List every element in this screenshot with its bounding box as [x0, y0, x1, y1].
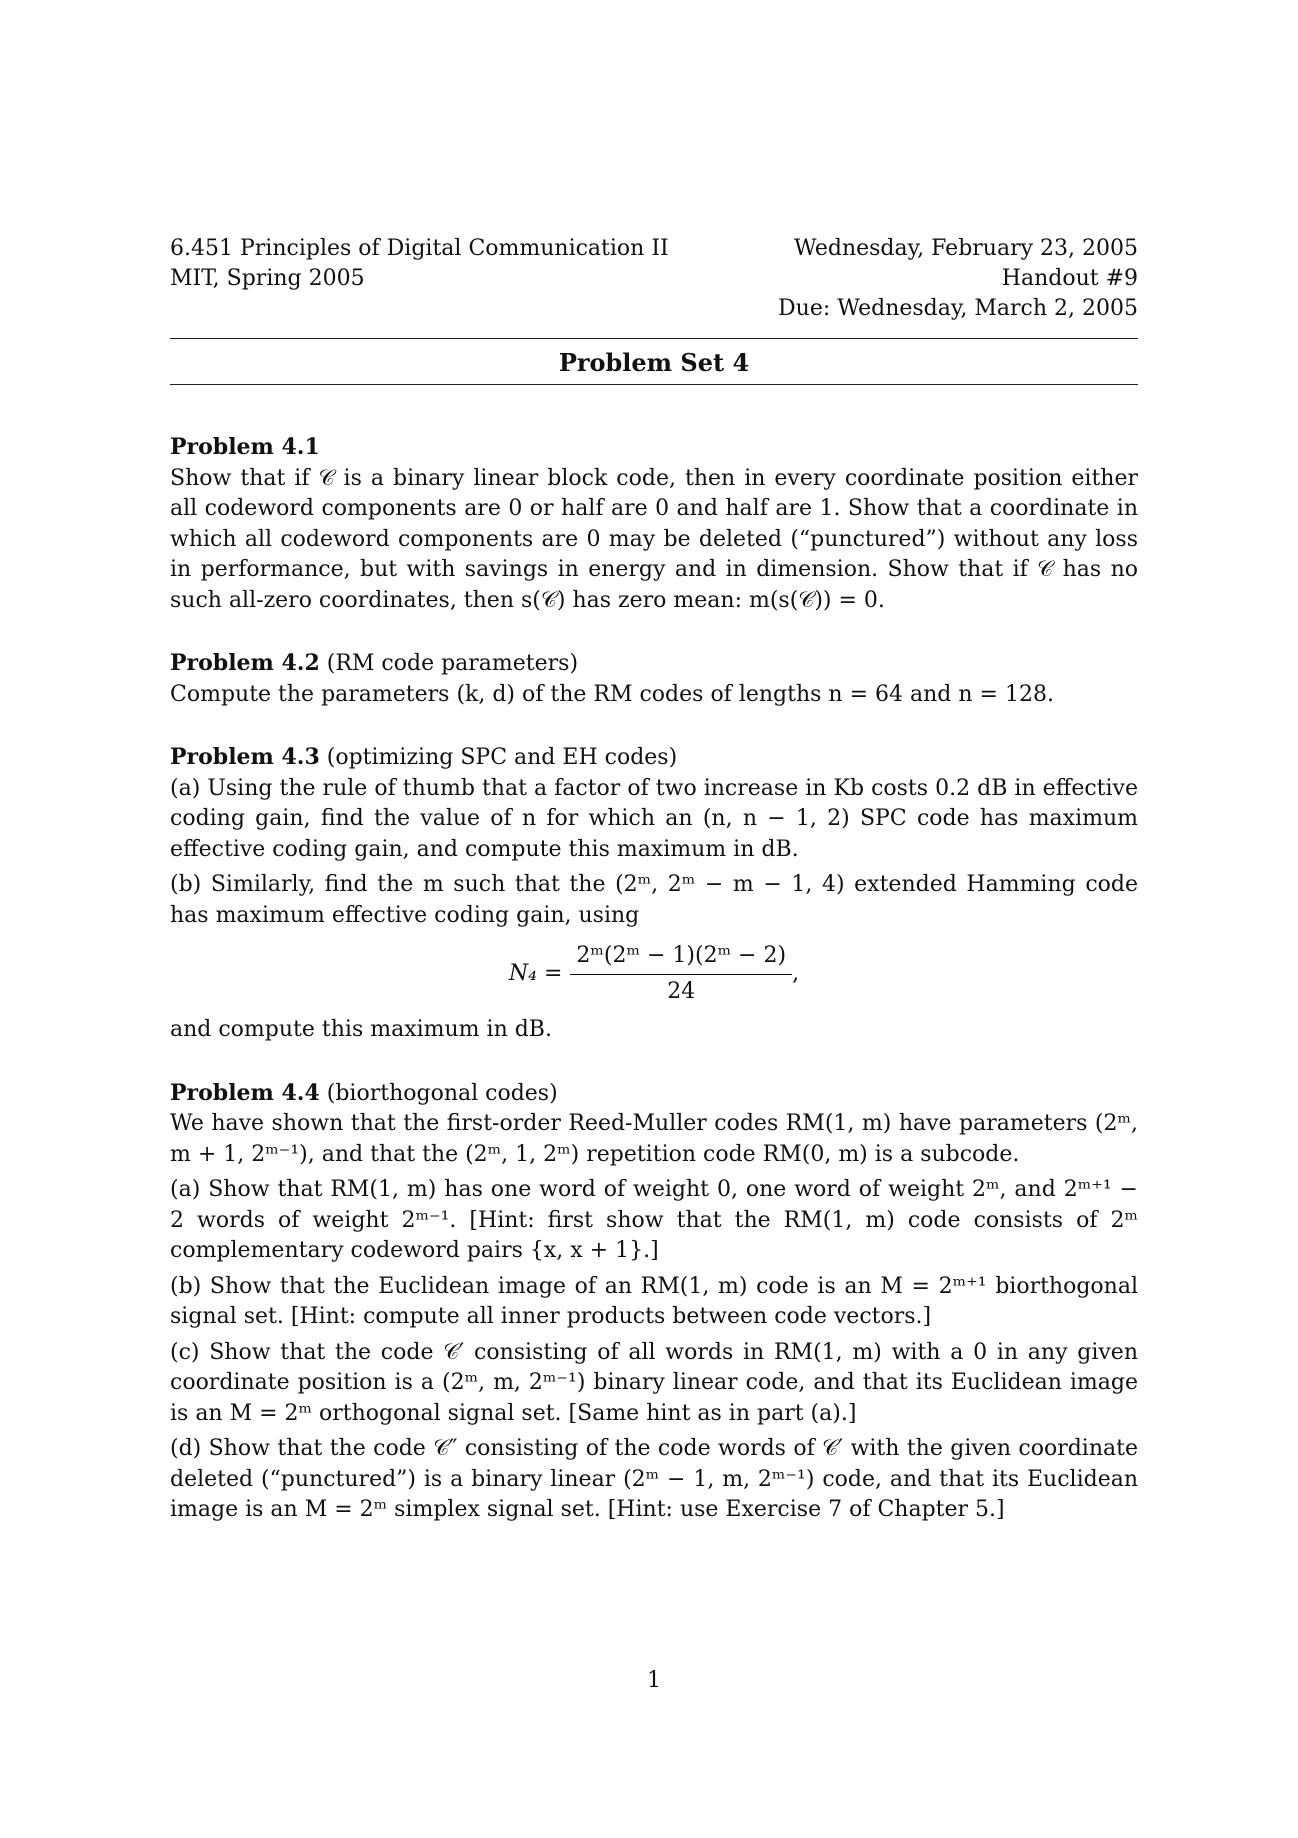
equation-fraction: [570, 941, 792, 1007]
problem-4-1: [170, 432, 1138, 616]
header-left: [170, 234, 669, 294]
problem-part-b: (b) Similarly, find the m such that the (2ᵐ, 2ᵐ − m − 1, 4) extended Hamming code has maximum effective coding gain, using: [170, 872, 1138, 928]
problem-4-2: [170, 648, 1138, 710]
problem-subtitle: (RM code parameters): [326, 651, 579, 676]
problem-title: Problem 4.1: [170, 434, 320, 460]
course-name: 6.451 Principles of Digital Communication II: [170, 236, 669, 261]
equation-trail: ,: [792, 960, 800, 986]
problem-heading: [170, 742, 1138, 774]
problem-part-d: (d) Show that the code 𝒞″ consisting of the code words of 𝒞′ with the given coordinate deleted (“punctured”) is a binary linear (2ᵐ − 1, m, 2ᵐ⁻¹) code, and that its Euclidean image is an M = 2ᵐ simplex signal set. [Hint: use Exercise 7 of Chapter 5.]: [170, 1436, 1138, 1522]
problem-part-c: (c) Show that the code 𝒞′ consisting of all words in RM(1, m) with a 0 in any given coordinate position is a (2ᵐ, m, 2ᵐ⁻¹) binary linear code, and that its Euclidean image is an M = 2ᵐ orthogonal signal set. [Same hint as in part (a).]: [170, 1339, 1138, 1426]
problem-heading: [170, 432, 1138, 464]
course-term: MIT, Spring 2005: [170, 266, 365, 291]
equation-numerator: 2ᵐ(2ᵐ − 1)(2ᵐ − 2): [570, 941, 792, 975]
problem-4-3: [170, 742, 1138, 1046]
problem-part-b-continued: and compute this maximum in dB.: [170, 1017, 552, 1042]
equation-lhs: N₄ =: [508, 960, 563, 986]
equation-denominator: 24: [667, 978, 696, 1004]
problem-title: Problem 4.2: [170, 650, 320, 676]
problem-heading: [170, 648, 1138, 680]
problem-4-4: [170, 1078, 1138, 1526]
problem-part-a: (a) Using the rule of thumb that a factor of two increase in Kb costs 0.2 dB in effective coding gain, find the value of n for which an (n, n − 1, 2) SPC code has maximum effective coding gain, and compute this maximum in dB.: [170, 775, 1138, 862]
header-right: [778, 234, 1138, 324]
top-rule: [170, 338, 1138, 339]
problem-set-title: Problem Set 4: [558, 348, 750, 377]
handout-number: Handout #9: [1001, 266, 1138, 291]
problems-body: [170, 432, 1138, 1558]
bottom-rule: [170, 384, 1138, 385]
problem-title: Problem 4.3: [170, 744, 320, 770]
problem-heading: [170, 1078, 1138, 1110]
problem-subtitle: (optimizing SPC and EH codes): [326, 745, 678, 770]
problem-part-b: (b) Show that the Euclidean image of an RM(1, m) code is an M = 2ᵐ⁺¹ biorthogonal signal set. [Hint: compute all inner products between code vectors.]: [170, 1273, 1138, 1329]
n4-equation: [170, 941, 1138, 1007]
problem-part-a: (a) Show that RM(1, m) has one word of weight 0, one word of weight 2ᵐ, and 2ᵐ⁺¹ − 2 words of weight 2ᵐ⁻¹. [Hint: first show that the RM(1, m) code consists of 2ᵐ complementary codeword pairs {x, x + 1}.]: [170, 1177, 1138, 1263]
problem-text: Compute the parameters (k, d) of the RM codes of lengths n = 64 and n = 128.: [170, 681, 1054, 707]
problem-title: Problem 4.4: [170, 1079, 320, 1106]
due-date: Due: Wednesday, March 2, 2005: [778, 296, 1138, 321]
page-number: 1: [647, 1668, 661, 1693]
problem-intro: We have shown that the first-order Reed-Muller codes RM(1, m) have parameters (2ᵐ, m + 1, 2ᵐ⁻¹), and that the (2ᵐ, 1, 2ᵐ) repetition code RM(0, m) is a subcode.: [170, 1111, 1138, 1167]
problem-text: Show that if 𝒞 is a binary linear block code, then in every coordinate position either all codeword components are 0 or half are 0 and half are 1. Show that a coordinate in which all codeword components are 0 may be deleted (“punctured”) without any loss in performance, but with savings in energy and in dimension. Show that if 𝒞 has no such all-zero coordinates, then s(𝒞) has zero mean: m(s(𝒞)) = 0.: [170, 465, 1138, 613]
problem-subtitle: (biorthogonal codes): [326, 1080, 558, 1106]
handout-date: Wednesday, February 23, 2005: [794, 236, 1138, 261]
